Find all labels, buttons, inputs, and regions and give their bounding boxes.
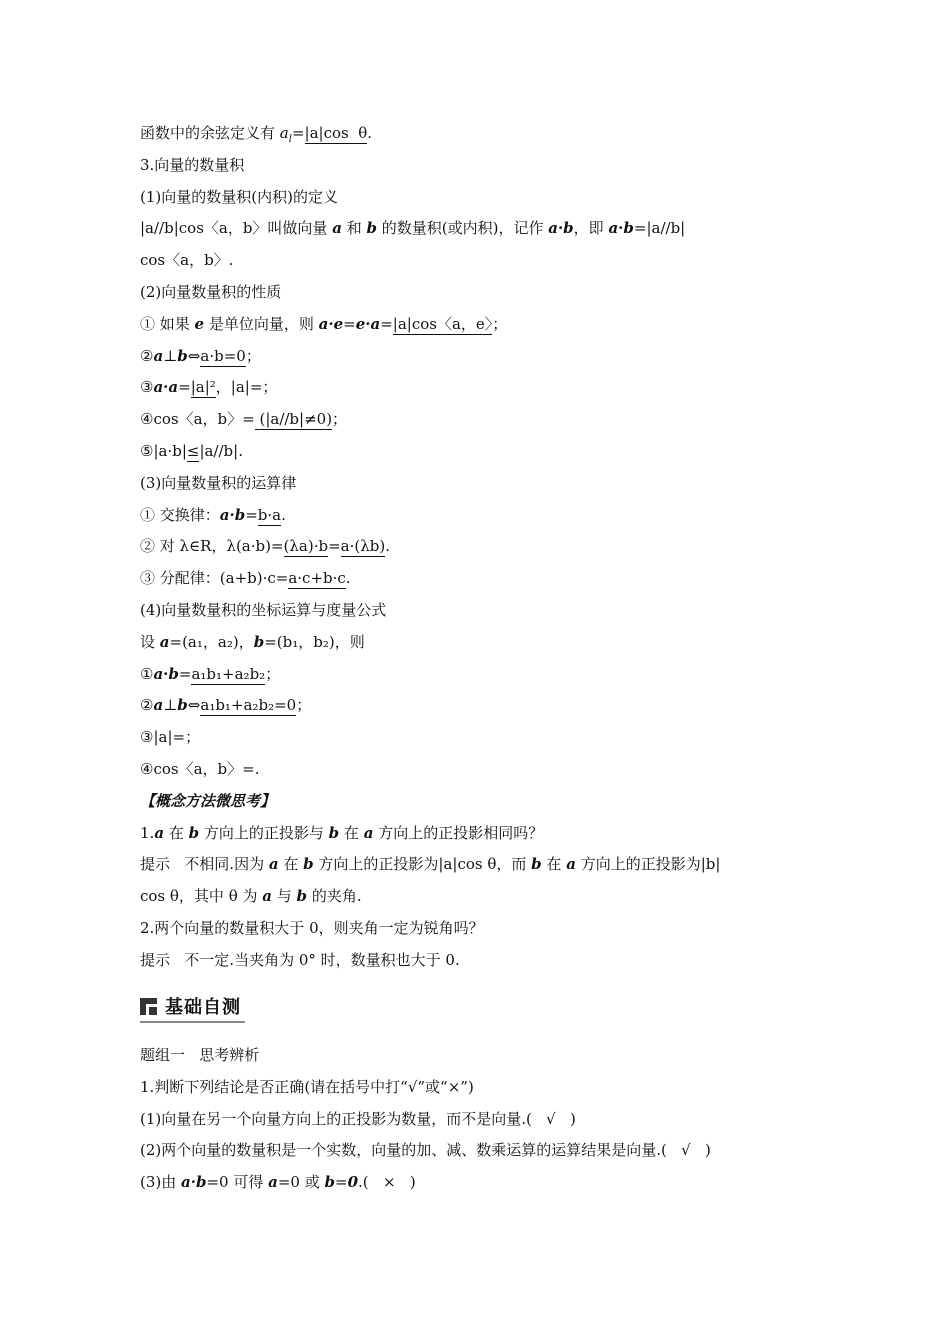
text-segment: 1. xyxy=(140,823,155,842)
text-segment: ② xyxy=(140,696,154,715)
text-segment: ① xyxy=(140,664,154,683)
text-segment: 在 xyxy=(278,855,304,874)
text-segment: 与 xyxy=(272,887,297,906)
text-segment: a·a xyxy=(153,378,179,397)
answer-blank: a·(λb) xyxy=(340,537,386,556)
text-line xyxy=(140,659,820,691)
text-segment: =(a₁，a₂)， xyxy=(169,632,254,651)
text-segment: = xyxy=(335,1173,348,1192)
text-line xyxy=(140,341,820,373)
text-segment: ； xyxy=(332,410,348,429)
answer-blank: |a|cos〈a，e〉 xyxy=(392,314,493,333)
text-segment: (3)由 xyxy=(140,1173,182,1192)
text-line xyxy=(140,1040,820,1072)
text-segment: 是单位向量，则 xyxy=(204,314,319,333)
text-segment: 【概念方法微思考】 xyxy=(140,791,276,810)
subscript: l xyxy=(288,134,292,145)
text-line xyxy=(140,372,820,404)
text-segment: a xyxy=(159,632,170,651)
text-segment: a xyxy=(153,346,164,365)
answer-blank: b·a xyxy=(257,505,282,524)
answer-blank: |a|cos θ xyxy=(304,124,368,142)
text-segment: ② 对 λ∈R，λ(a·b)= xyxy=(140,537,284,556)
text-segment: ② xyxy=(140,346,154,365)
text-segment: . xyxy=(281,505,286,524)
text-segment: (3)向量数量积的运算律 xyxy=(140,473,297,492)
text-segment: a xyxy=(363,823,374,842)
answer-blank: |a|² xyxy=(190,378,216,397)
text-segment: = xyxy=(291,124,305,142)
text-segment: (1)向量在另一个向量方向上的正投影为数量，而不是向量.( √ ) xyxy=(140,1109,576,1128)
text-line xyxy=(140,404,820,436)
text-segment: b xyxy=(253,632,265,651)
text-segment: = xyxy=(178,664,192,683)
text-segment: a xyxy=(279,124,289,142)
section-underline xyxy=(140,1021,245,1023)
text-segment: ④cos〈a，b〉= xyxy=(140,410,255,429)
text-segment: ，即 xyxy=(573,219,609,238)
text-segment: =|a//b| xyxy=(633,219,686,238)
text-segment: a xyxy=(262,887,272,906)
text-segment: 方向上的正投影与 xyxy=(199,823,329,842)
notes-body xyxy=(140,118,820,977)
exercise-body xyxy=(140,1040,820,1199)
text-segment: (4)向量数量积的坐标运算与度量公式 xyxy=(140,600,387,619)
text-segment: a·b xyxy=(153,664,179,683)
text-segment: 在 xyxy=(541,855,567,874)
answer-blank: a₁b₁+a₂b₂ xyxy=(191,664,266,683)
text-segment: ，|a|=； xyxy=(215,378,278,397)
text-segment: 方向上的正投影相同吗？ xyxy=(373,823,544,842)
text-segment: = xyxy=(343,314,356,333)
text-segment: |a//b|cos〈a，b〉叫做向量 xyxy=(140,219,333,238)
text-segment: (2)向量数量积的性质 xyxy=(140,282,282,301)
text-line xyxy=(140,786,820,818)
text-segment: (1)向量的数量积(内积)的定义 xyxy=(140,187,338,206)
answer-blank: (|a//b|≠0) xyxy=(254,410,333,429)
section-marker-icon xyxy=(140,998,157,1015)
text-segment: . xyxy=(367,124,373,142)
text-segment: ① 交换律： xyxy=(140,505,220,524)
text-segment: . xyxy=(385,537,390,556)
text-line xyxy=(140,150,820,182)
text-segment: cos θ，其中 θ 为 xyxy=(140,887,263,906)
text-segment: ③ xyxy=(140,378,154,397)
text-segment: b xyxy=(324,1173,336,1192)
text-segment: b xyxy=(177,696,188,715)
text-line xyxy=(140,754,820,786)
text-line xyxy=(140,722,820,754)
text-line xyxy=(140,468,820,500)
text-segment: cos〈a，b〉. xyxy=(140,251,234,270)
text-segment: ⊥ xyxy=(163,696,178,715)
text-segment: a·b xyxy=(181,1173,207,1192)
text-segment: b xyxy=(531,855,542,874)
text-segment: =0 可得 xyxy=(206,1173,269,1192)
text-segment: 方向上的正投影为|a|cos θ，而 xyxy=(313,855,532,874)
text-segment: = xyxy=(328,537,341,556)
section-title: 基础自测 xyxy=(165,997,241,1018)
text-line xyxy=(140,277,820,309)
text-segment: ③|a|=； xyxy=(140,728,201,747)
text-line xyxy=(140,245,820,277)
text-segment: 2.两个向量的数量积大于 0，则夹角一定为锐角吗？ xyxy=(140,918,484,937)
text-line xyxy=(140,881,820,913)
text-line xyxy=(140,690,820,722)
answer-blank: a₁b₁+a₂b₂=0 xyxy=(200,696,297,715)
answer-blank: ≤ xyxy=(186,441,200,460)
text-segment: b xyxy=(328,823,340,842)
text-segment: 设 xyxy=(140,632,160,651)
text-segment: b xyxy=(188,823,200,842)
text-segment: ⇔ xyxy=(187,346,201,365)
text-segment: e xyxy=(194,314,205,333)
text-line xyxy=(140,627,820,659)
text-segment: 的数量积(或内积)，记作 xyxy=(376,219,549,238)
text-line xyxy=(140,1135,820,1167)
text-segment: (2)两个向量的数量积是一个实数，向量的加、减、数乘运算的运算结果是向量.( √ ) xyxy=(140,1141,711,1160)
text-segment: 1.判断下列结论是否正确(请在括号中打“√”或“×”) xyxy=(140,1077,474,1096)
text-segment: ④cos〈a，b〉=. xyxy=(140,759,260,778)
text-segment: 方向上的正投影为|b| xyxy=(575,855,721,874)
text-segment: a·b xyxy=(548,219,574,238)
text-segment: = xyxy=(178,378,191,397)
answer-blank: (λa)·b xyxy=(283,537,329,556)
text-segment: b xyxy=(296,887,308,906)
text-line xyxy=(140,595,820,627)
text-segment: =0 或 xyxy=(277,1173,325,1192)
text-segment: a xyxy=(332,219,342,238)
text-segment: ； xyxy=(492,314,508,333)
text-line xyxy=(140,1167,820,1199)
text-segment: = xyxy=(245,505,258,524)
text-segment: 提示 不相同.因为 xyxy=(140,855,269,874)
text-segment: 函数中的余弦定义有 xyxy=(140,124,280,142)
text-segment: ； xyxy=(296,696,312,715)
answer-blank: a·c+b·c xyxy=(288,569,346,588)
text-segment: a xyxy=(268,1173,278,1192)
text-segment: 0 xyxy=(347,1173,359,1192)
text-segment: ③ 分配律：(a+b)·c= xyxy=(140,569,289,588)
text-segment: 在 xyxy=(164,823,189,842)
text-segment: = xyxy=(380,314,393,333)
text-line xyxy=(140,500,820,532)
text-segment: a·b xyxy=(219,505,246,524)
text-segment: |a//b|. xyxy=(199,441,243,460)
text-segment: ① 如果 xyxy=(140,314,195,333)
text-segment: b xyxy=(366,219,377,238)
text-segment: a xyxy=(153,696,164,715)
text-segment: 题组一 思考辨析 xyxy=(140,1046,260,1064)
text-segment: ⇔ xyxy=(187,696,201,715)
text-segment: b xyxy=(303,855,314,874)
text-segment: 3.向量的数量积 xyxy=(140,155,245,174)
text-line xyxy=(140,945,820,977)
text-segment: e·a xyxy=(355,314,381,333)
text-segment: a xyxy=(566,855,576,874)
text-line xyxy=(140,1072,820,1104)
text-segment: .( × ) xyxy=(358,1173,416,1192)
text-line xyxy=(140,118,820,150)
text-segment: ⑤|a·b| xyxy=(140,441,187,460)
text-segment: a xyxy=(154,823,165,842)
text-segment: a·e xyxy=(318,314,344,333)
text-segment: ； xyxy=(245,346,261,365)
text-segment: ⊥ xyxy=(163,346,178,365)
text-line xyxy=(140,913,820,945)
text-line xyxy=(140,849,820,881)
text-line xyxy=(140,182,820,214)
text-line xyxy=(140,563,820,595)
text-segment: =(b₁，b₂)，则 xyxy=(264,632,365,651)
text-line xyxy=(140,309,820,341)
text-line xyxy=(140,531,820,563)
text-segment: a xyxy=(268,855,279,874)
text-line xyxy=(140,1104,820,1136)
text-segment: b xyxy=(177,346,188,365)
text-segment: 的夹角. xyxy=(307,887,362,906)
section-header xyxy=(140,990,250,1022)
text-segment: 提示 不一定.当夹角为 0° 时，数量积也大于 0. xyxy=(140,950,460,969)
answer-blank: a·b=0 xyxy=(200,346,246,365)
text-line xyxy=(140,213,820,245)
text-segment: ； xyxy=(265,664,281,683)
text-segment: 在 xyxy=(339,823,364,842)
text-segment: . xyxy=(345,569,351,588)
text-line xyxy=(140,436,820,468)
text-segment: a·b xyxy=(608,219,634,238)
text-line xyxy=(140,818,820,850)
text-segment: 和 xyxy=(341,219,367,238)
